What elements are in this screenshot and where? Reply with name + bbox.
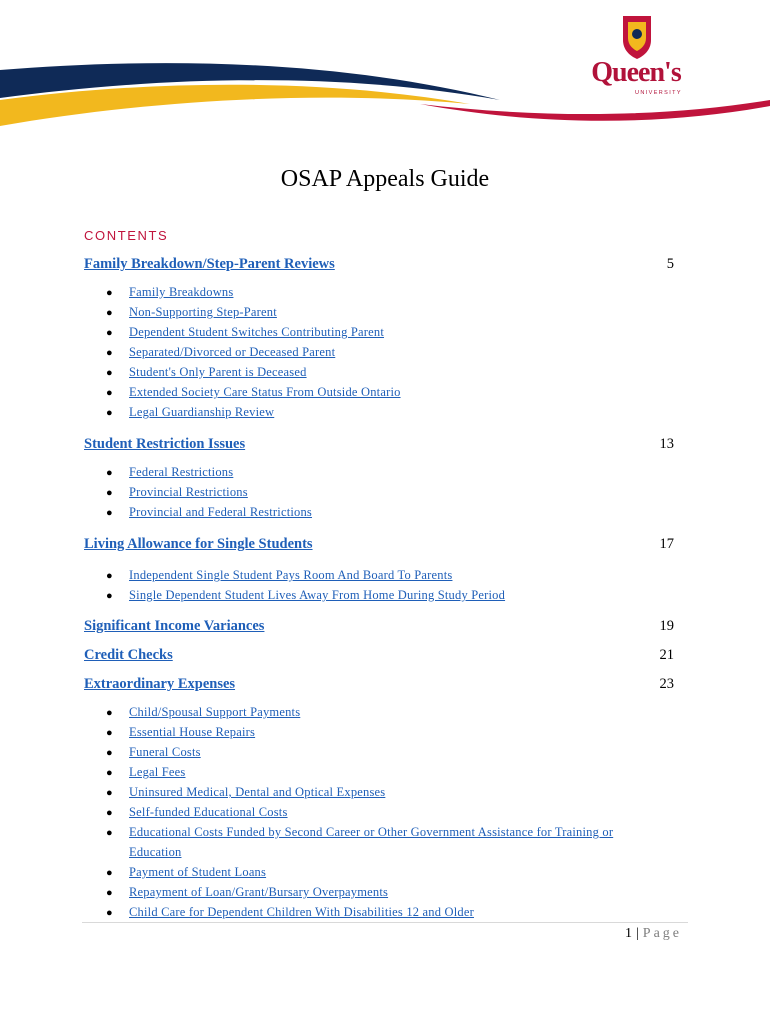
- bullet-icon: ●: [106, 727, 113, 739]
- document-title: OSAP Appeals Guide: [280, 166, 490, 192]
- bullet-icon: ●: [106, 590, 113, 602]
- bullet-icon: ●: [106, 827, 113, 839]
- toc-item[interactable]: ● Extended Society Care Status From Outside Ontario: [106, 385, 401, 399]
- toc-item[interactable]: ● Uninsured Medical, Dental and Optical Expenses: [106, 785, 386, 799]
- bullet-icon: ●: [106, 487, 113, 499]
- toc-item[interactable]: ● Federal Restrictions: [106, 465, 234, 479]
- toc-item[interactable]: ● Single Dependent Student Lives Away From Home During Study Period: [106, 588, 506, 602]
- queens-logo: [590, 14, 682, 104]
- contents-heading: CONTENTS: [84, 228, 169, 243]
- toc-page-number: 5: [666, 256, 674, 272]
- toc-page-number: 21: [659, 647, 674, 663]
- logo-wordmark: Queen's: [591, 57, 681, 88]
- bullet-icon: ●: [106, 347, 113, 359]
- bullet-icon: ●: [106, 287, 113, 299]
- toc-item[interactable]: ● Payment of Student Loans: [106, 865, 267, 879]
- crest-icon: [622, 14, 652, 60]
- bullet-icon: ●: [106, 407, 113, 419]
- toc-item[interactable]: ● Educational Costs Funded by Second Career or Other Government Assistance for Training or: [106, 825, 614, 839]
- bullet-icon: ●: [106, 787, 113, 799]
- toc-item[interactable]: ● Repayment of Loan/Grant/Bursary Overpayments: [106, 885, 389, 899]
- footer-page-number: 1: [624, 926, 632, 941]
- toc-item[interactable]: ● Self-funded Educational Costs: [106, 805, 288, 819]
- toc-item-continuation[interactable]: Education: [129, 845, 182, 859]
- toc-item[interactable]: ● Provincial Restrictions: [106, 485, 248, 499]
- bullet-icon: ●: [106, 867, 113, 879]
- gold-swoosh: [0, 85, 470, 126]
- bullet-icon: ●: [106, 367, 113, 379]
- toc-page-number: 13: [659, 436, 674, 452]
- toc-section-extraordinary-expenses[interactable]: Extraordinary Expenses: [84, 676, 236, 692]
- bullet-icon: ●: [106, 507, 113, 519]
- bullet-icon: ●: [106, 327, 113, 339]
- toc-item[interactable]: ● Child Care for Dependent Children With Disabilities 12 and Older: [106, 905, 474, 919]
- toc-page-number: 17: [659, 536, 674, 552]
- toc-item[interactable]: ● Legal Fees: [106, 765, 186, 779]
- toc-item[interactable]: ● Non-Supporting Step-Parent: [106, 305, 277, 319]
- toc-item[interactable]: ● Independent Single Student Pays Room And Board To Parents: [106, 568, 453, 582]
- bullet-icon: ●: [106, 570, 113, 582]
- footer-page-label: Page: [642, 926, 682, 941]
- bullet-icon: ●: [106, 887, 113, 899]
- toc-page-number: 23: [659, 676, 674, 692]
- bullet-icon: ●: [106, 467, 113, 479]
- toc-section-living-allowance[interactable]: Living Allowance for Single Students: [84, 536, 313, 552]
- toc-page-number: 19: [659, 618, 674, 634]
- footer-separator: |: [635, 926, 639, 941]
- toc-item[interactable]: ● Family Breakdowns: [106, 285, 234, 299]
- toc-section-income-variances[interactable]: Significant Income Variances: [84, 618, 265, 634]
- bullet-icon: ●: [106, 767, 113, 779]
- toc-section-student-restriction[interactable]: Student Restriction Issues: [84, 436, 246, 452]
- toc-item[interactable]: ● Student's Only Parent is Deceased: [106, 365, 307, 379]
- footer-divider: [82, 922, 688, 923]
- bullet-icon: ●: [106, 707, 113, 719]
- bullet-icon: ●: [106, 807, 113, 819]
- logo-subtitle: UNIVERSITY: [634, 90, 682, 96]
- toc-item[interactable]: ● Funeral Costs: [106, 745, 201, 759]
- toc-item[interactable]: ● Essential House Repairs: [106, 725, 256, 739]
- bullet-icon: ●: [106, 907, 113, 919]
- toc-item[interactable]: ● Legal Guardianship Review: [106, 405, 275, 419]
- toc-item[interactable]: ● Provincial and Federal Restrictions: [106, 505, 313, 519]
- bullet-icon: ●: [106, 747, 113, 759]
- toc-item[interactable]: ● Dependent Student Switches Contributing Parent: [106, 325, 385, 339]
- bullet-icon: ●: [106, 307, 113, 319]
- bullet-icon: ●: [106, 387, 113, 399]
- toc-section-credit-checks[interactable]: Credit Checks: [84, 647, 173, 663]
- toc-section-family-breakdown[interactable]: Family Breakdown/Step-Parent Reviews: [84, 256, 335, 272]
- toc-item[interactable]: ● Separated/Divorced or Deceased Parent: [106, 345, 336, 359]
- toc-item[interactable]: ● Child/Spousal Support Payments: [106, 705, 301, 719]
- page-footer: [625, 926, 682, 942]
